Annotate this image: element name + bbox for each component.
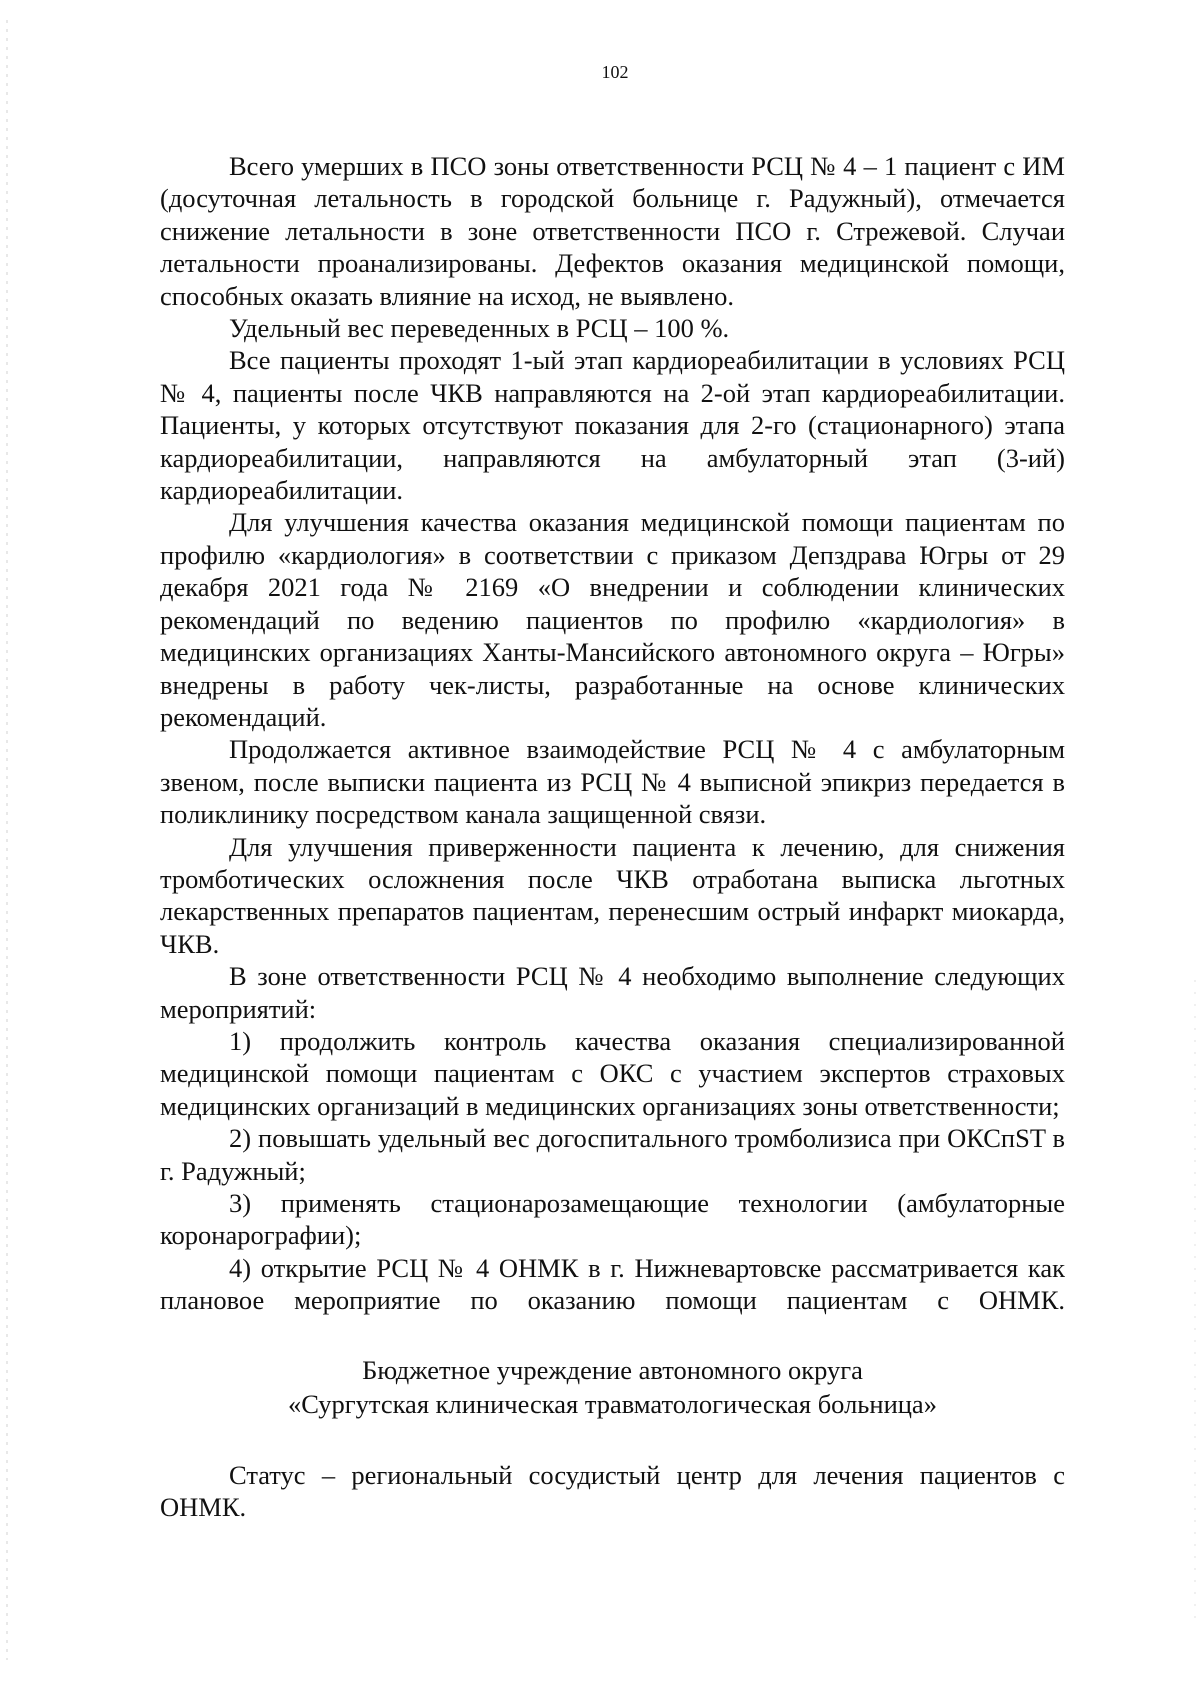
paragraph-ambulatory-link: Продолжается активное взаимодействие РСЦ № 4 с амбулаторным звеном, после выписки пациента из РСЦ № 4 выписной эпикриз передается в поликлинику посредством канала защищенной связи. <box>160 734 1065 830</box>
section-heading <box>160 1353 1065 1421</box>
list-item-measure-1: 1) продолжить контроль качества оказания специализированной медицинской помощи пациентам с ОКС с участием экспертов страховых медицинских организаций в медицинских организациях зоны ответственности; <box>160 1025 1065 1121</box>
paragraph-rehabilitation: Все пациенты проходят 1-ый этап кардиореабилитации в условиях РСЦ № 4, пациенты после ЧКВ направляются на 2-ой этап кардиореабилитации. Пациенты, у которых отсутствуют показания для 2-го (стационарного) этапа кардиореабилитации, направляются на амбулаторный этап (3-ий) кардиореабилитации. <box>160 345 1065 506</box>
paragraph-quality-improvement: Для улучшения качества оказания медицинской помощи пациентам по профилю «кардиология» в соответствии с приказом Депздрава Югры от 29 декабря 2021 года № 2169 «О внедрении и соблюдении клинических рекомендаций по ведению пациентов по профилю «кардиология» в медицинских организациях Ханты-Мансийского автономного округа – Югры» внедрены в работу чек-листы, разработанные на основе клинических рекомендаций. <box>160 507 1065 732</box>
paragraph-measures-intro: В зоне ответственности РСЦ № 4 необходимо выполнение следующих мероприятий: <box>160 961 1065 1024</box>
list-item-measure-4: 4) открытие РСЦ № 4 ОНМК в г. Нижневартовске рассматривается как плановое мероприятие по оказанию помощи пациентам с ОНМК. <box>160 1252 1065 1316</box>
paragraph-adherence: Для улучшения приверженности пациента к лечению, для снижения тромботических осложнения после ЧКВ отработана выписка льготных лекарственных препаратов пациентам, перенесшим острый инфаркт миокарда, ЧКВ. <box>160 831 1065 959</box>
paragraph-mortality: Всего умерших в ПСО зоны ответственности РСЦ № 4 – 1 пациент с ИМ (досуточная летальность в городской больнице г. Радужный), отмечается снижение летальности в зоне ответственности ПСО г. Стрежевой. Случаи летальности проанализированы. Дефектов оказания медицинской помощи, способных оказать влияние на исход, не выявлено. <box>160 151 1065 311</box>
scan-edge-artifact-right <box>1194 980 1196 1620</box>
paragraph-transfer-share: Удельный вес переведенных в РСЦ – 100 %. <box>229 313 730 344</box>
paragraph-status: Статус – региональный сосудистый центр для лечения пациентов с ОНМК. <box>160 1459 1065 1523</box>
list-item-measure-3: 3) применять стационарозамещающие технологии (амбулаторные коронарографии); <box>160 1188 1065 1251</box>
section-heading-line-1: Бюджетное учреждение автономного округа <box>362 1354 863 1385</box>
section-heading-line-2: «Сургутская клиническая травматологическая больница» <box>288 1388 937 1419</box>
list-item-measure-2: 2) повышать удельный вес догоспитального тромболизиса при ОКСпST в г. Радужный; <box>160 1123 1065 1186</box>
document-body <box>160 150 1065 1523</box>
page-number: 102 <box>601 62 629 82</box>
scan-edge-artifact <box>6 20 8 1660</box>
